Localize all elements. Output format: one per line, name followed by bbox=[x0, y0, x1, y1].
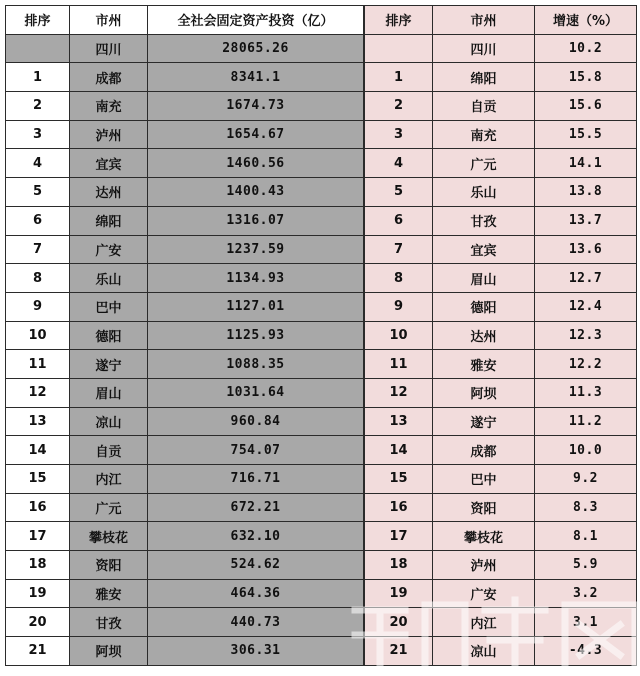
rank-cell: 21 bbox=[365, 637, 433, 666]
header-rank: 排序 bbox=[6, 6, 70, 35]
value-cell: 11.2 bbox=[535, 407, 637, 436]
value-cell: 12.3 bbox=[535, 321, 637, 350]
rank-cell: 18 bbox=[365, 551, 433, 580]
city-cell: 泸州 bbox=[433, 551, 535, 580]
rank-cell: 7 bbox=[6, 235, 70, 264]
header-city: 市州 bbox=[70, 6, 148, 35]
value-cell: 12.2 bbox=[535, 350, 637, 379]
total-row bbox=[6, 34, 364, 63]
rank-cell: 9 bbox=[6, 292, 70, 321]
table-row bbox=[6, 206, 364, 235]
table-row bbox=[6, 264, 364, 293]
rank-cell: 11 bbox=[365, 350, 433, 379]
city-cell: 自贡 bbox=[433, 92, 535, 121]
city-cell: 广元 bbox=[70, 493, 148, 522]
rank-cell: 10 bbox=[6, 321, 70, 350]
total-rank bbox=[365, 34, 433, 63]
city-cell: 成都 bbox=[70, 63, 148, 92]
total-row bbox=[365, 34, 637, 63]
rank-cell: 14 bbox=[6, 436, 70, 465]
value-cell: 13.8 bbox=[535, 178, 637, 207]
city-cell: 阿坝 bbox=[433, 378, 535, 407]
city-cell: 乐山 bbox=[433, 178, 535, 207]
table-row bbox=[6, 120, 364, 149]
table-row bbox=[365, 120, 637, 149]
table-row bbox=[365, 350, 637, 379]
city-cell: 巴中 bbox=[433, 465, 535, 494]
city-cell: 宜宾 bbox=[433, 235, 535, 264]
table-row bbox=[365, 465, 637, 494]
city-cell: 巴中 bbox=[70, 292, 148, 321]
city-cell: 成都 bbox=[433, 436, 535, 465]
city-cell: 攀枝花 bbox=[70, 522, 148, 551]
value-cell: 1674.73 bbox=[148, 92, 364, 121]
value-cell: 3.1 bbox=[535, 608, 637, 637]
city-cell: 宜宾 bbox=[70, 149, 148, 178]
city-cell: 广元 bbox=[433, 149, 535, 178]
city-cell: 广安 bbox=[433, 579, 535, 608]
rank-cell: 17 bbox=[6, 522, 70, 551]
city-cell: 眉山 bbox=[70, 378, 148, 407]
rank-cell: 13 bbox=[365, 407, 433, 436]
rank-cell: 21 bbox=[6, 637, 70, 666]
table-row bbox=[6, 493, 364, 522]
tables-container bbox=[5, 5, 637, 666]
rank-cell: 5 bbox=[6, 178, 70, 207]
rank-cell: 8 bbox=[6, 264, 70, 293]
table-row bbox=[6, 235, 364, 264]
value-cell: 1127.01 bbox=[148, 292, 364, 321]
value-cell: -4.3 bbox=[535, 637, 637, 666]
city-cell: 甘孜 bbox=[70, 608, 148, 637]
city-cell: 内江 bbox=[433, 608, 535, 637]
rank-cell: 15 bbox=[365, 465, 433, 494]
table-row bbox=[365, 579, 637, 608]
table-row bbox=[365, 92, 637, 121]
rank-cell: 19 bbox=[365, 579, 433, 608]
rank-cell: 20 bbox=[365, 608, 433, 637]
rank-cell: 5 bbox=[365, 178, 433, 207]
value-cell: 8341.1 bbox=[148, 63, 364, 92]
value-cell: 1088.35 bbox=[148, 350, 364, 379]
table-row bbox=[365, 637, 637, 666]
value-cell: 9.2 bbox=[535, 465, 637, 494]
value-cell: 13.6 bbox=[535, 235, 637, 264]
city-cell: 德阳 bbox=[433, 292, 535, 321]
city-cell: 遂宁 bbox=[433, 407, 535, 436]
city-cell: 绵阳 bbox=[433, 63, 535, 92]
rank-cell: 1 bbox=[365, 63, 433, 92]
value-cell: 306.31 bbox=[148, 637, 364, 666]
rank-cell: 12 bbox=[365, 378, 433, 407]
table-row bbox=[6, 465, 364, 494]
city-cell: 南充 bbox=[70, 92, 148, 121]
value-cell: 464.36 bbox=[148, 579, 364, 608]
header-city: 市州 bbox=[433, 6, 535, 35]
rank-cell: 7 bbox=[365, 235, 433, 264]
table-row bbox=[365, 292, 637, 321]
header-investment: 全社会固定资产投资（亿） bbox=[148, 6, 364, 35]
table-row bbox=[6, 63, 364, 92]
value-cell: 672.21 bbox=[148, 493, 364, 522]
rank-cell: 1 bbox=[6, 63, 70, 92]
rank-cell: 16 bbox=[6, 493, 70, 522]
city-cell: 资阳 bbox=[70, 551, 148, 580]
rank-cell: 3 bbox=[6, 120, 70, 149]
value-cell: 524.62 bbox=[148, 551, 364, 580]
table-row bbox=[365, 522, 637, 551]
table-row bbox=[365, 178, 637, 207]
table-row bbox=[6, 321, 364, 350]
table-row bbox=[365, 235, 637, 264]
table-row bbox=[365, 436, 637, 465]
city-cell: 遂宁 bbox=[70, 350, 148, 379]
value-cell: 11.3 bbox=[535, 378, 637, 407]
city-cell: 凉山 bbox=[433, 637, 535, 666]
city-cell: 雅安 bbox=[70, 579, 148, 608]
city-cell: 泸州 bbox=[70, 120, 148, 149]
city-cell: 雅安 bbox=[433, 350, 535, 379]
table-row bbox=[6, 551, 364, 580]
table-row bbox=[365, 321, 637, 350]
value-cell: 1237.59 bbox=[148, 235, 364, 264]
table-row bbox=[6, 436, 364, 465]
city-cell: 绵阳 bbox=[70, 206, 148, 235]
table-row bbox=[365, 264, 637, 293]
city-cell: 甘孜 bbox=[433, 206, 535, 235]
rank-cell: 20 bbox=[6, 608, 70, 637]
city-cell: 攀枝花 bbox=[433, 522, 535, 551]
total-city: 四川 bbox=[70, 34, 148, 63]
table-row bbox=[365, 206, 637, 235]
rank-cell: 15 bbox=[6, 465, 70, 494]
value-cell: 10.0 bbox=[535, 436, 637, 465]
table-row bbox=[365, 378, 637, 407]
city-cell: 达州 bbox=[70, 178, 148, 207]
value-cell: 1134.93 bbox=[148, 264, 364, 293]
value-cell: 716.71 bbox=[148, 465, 364, 494]
rank-cell: 3 bbox=[365, 120, 433, 149]
city-cell: 阿坝 bbox=[70, 637, 148, 666]
table-row bbox=[365, 608, 637, 637]
header-rank: 排序 bbox=[365, 6, 433, 35]
table-row bbox=[6, 292, 364, 321]
total-rank bbox=[6, 34, 70, 63]
rank-cell: 4 bbox=[365, 149, 433, 178]
city-cell: 凉山 bbox=[70, 407, 148, 436]
table-row bbox=[365, 63, 637, 92]
city-cell: 眉山 bbox=[433, 264, 535, 293]
rank-cell: 4 bbox=[6, 149, 70, 178]
table-row bbox=[6, 522, 364, 551]
header-row bbox=[365, 6, 637, 35]
rank-cell: 9 bbox=[365, 292, 433, 321]
value-cell: 13.7 bbox=[535, 206, 637, 235]
header-row bbox=[6, 6, 364, 35]
city-cell: 达州 bbox=[433, 321, 535, 350]
table-row bbox=[365, 493, 637, 522]
table-row bbox=[6, 149, 364, 178]
value-cell: 754.07 bbox=[148, 436, 364, 465]
value-cell: 1460.56 bbox=[148, 149, 364, 178]
rank-cell: 17 bbox=[365, 522, 433, 551]
rank-cell: 19 bbox=[6, 579, 70, 608]
value-cell: 1031.64 bbox=[148, 378, 364, 407]
table-row bbox=[6, 178, 364, 207]
city-cell: 南充 bbox=[433, 120, 535, 149]
total-city: 四川 bbox=[433, 34, 535, 63]
rank-cell: 12 bbox=[6, 378, 70, 407]
table-row bbox=[365, 149, 637, 178]
table-row bbox=[6, 350, 364, 379]
value-cell: 12.4 bbox=[535, 292, 637, 321]
table-row bbox=[6, 637, 364, 666]
rank-cell: 2 bbox=[6, 92, 70, 121]
value-cell: 3.2 bbox=[535, 579, 637, 608]
rank-cell: 6 bbox=[6, 206, 70, 235]
rank-cell: 8 bbox=[365, 264, 433, 293]
rank-cell: 18 bbox=[6, 551, 70, 580]
value-cell: 1654.67 bbox=[148, 120, 364, 149]
value-cell: 15.6 bbox=[535, 92, 637, 121]
table-row bbox=[6, 92, 364, 121]
total-value: 10.2 bbox=[535, 34, 637, 63]
table-row bbox=[6, 608, 364, 637]
total-value: 28065.26 bbox=[148, 34, 364, 63]
growth-table bbox=[364, 5, 637, 666]
table-row bbox=[6, 378, 364, 407]
city-cell: 自贡 bbox=[70, 436, 148, 465]
table-row bbox=[6, 579, 364, 608]
value-cell: 960.84 bbox=[148, 407, 364, 436]
table-row bbox=[365, 407, 637, 436]
city-cell: 内江 bbox=[70, 465, 148, 494]
city-cell: 资阳 bbox=[433, 493, 535, 522]
header-growth: 增速（%） bbox=[535, 6, 637, 35]
value-cell: 1400.43 bbox=[148, 178, 364, 207]
value-cell: 440.73 bbox=[148, 608, 364, 637]
value-cell: 15.8 bbox=[535, 63, 637, 92]
value-cell: 632.10 bbox=[148, 522, 364, 551]
value-cell: 8.3 bbox=[535, 493, 637, 522]
rank-cell: 13 bbox=[6, 407, 70, 436]
city-cell: 德阳 bbox=[70, 321, 148, 350]
table-row bbox=[365, 551, 637, 580]
rank-cell: 16 bbox=[365, 493, 433, 522]
value-cell: 1316.07 bbox=[148, 206, 364, 235]
rank-cell: 11 bbox=[6, 350, 70, 379]
rank-cell: 14 bbox=[365, 436, 433, 465]
value-cell: 5.9 bbox=[535, 551, 637, 580]
investment-table bbox=[5, 5, 364, 666]
rank-cell: 10 bbox=[365, 321, 433, 350]
value-cell: 8.1 bbox=[535, 522, 637, 551]
value-cell: 15.5 bbox=[535, 120, 637, 149]
value-cell: 1125.93 bbox=[148, 321, 364, 350]
city-cell: 乐山 bbox=[70, 264, 148, 293]
rank-cell: 2 bbox=[365, 92, 433, 121]
table-row bbox=[6, 407, 364, 436]
value-cell: 12.7 bbox=[535, 264, 637, 293]
rank-cell: 6 bbox=[365, 206, 433, 235]
city-cell: 广安 bbox=[70, 235, 148, 264]
value-cell: 14.1 bbox=[535, 149, 637, 178]
